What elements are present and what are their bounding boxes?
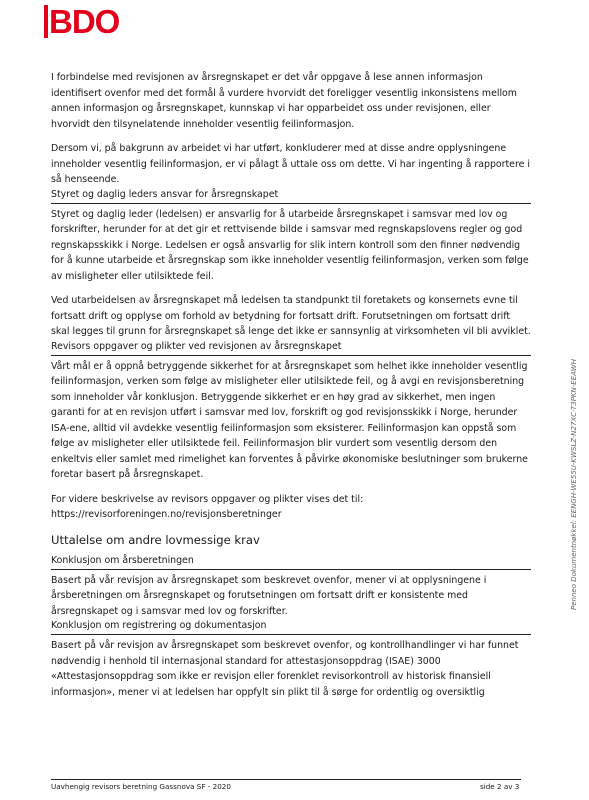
paragraph: Styret og daglig leder (ledelsen) er ansvarlig for å utarbeide årsregnskapet i samsvar med lov og forskrifter, herunder for at det gir et rettvisende bilde i samsvar med regnskapslovens regler og god regnskapsskikk i Norge. Ledelsen er også ansvarlig for slik intern kontroll som den finner nødvendig for å kunne utarbeide et årsregnskap som ikke inneholder vesentlig feilinformasjon, verken som følge av misligheter eller utilsiktede feil. xyxy=(51,208,529,282)
paragraph: Dersom vi, på bakgrunn av arbeidet vi har utført, konkluderer med at disse andre opplysningene inneholder vesentlig feilinformasjon, er vi pålagt å uttale oss om dette. Vi har ingenting å rapportere i så henseende. xyxy=(51,143,530,185)
footer-divider xyxy=(51,779,521,780)
logo-bar xyxy=(44,5,48,38)
section-heading: Konklusjon om årsberetningen xyxy=(51,554,531,570)
penneo-document-key: Penneo Dokumentnøkkel: EENGH-WE55U-KWSLZ-N27XC-T3PKN-EEAWH xyxy=(570,359,578,610)
paragraph: Basert på vår revisjon av årsregnskapet som beskrevet ovenfor, og kontrollhandlinger vi har funnet nødvendig i henhold til internasjonal standard for attestasjonsoppdrag (ISAE) 3000 «Attestasjonsoppdrag som ikke er revisjon eller forenklet revisorkontroll av historisk finansiell informasjon», mener vi at ledelsen har oppfylt sin plikt til å sørge for ordentlig og oversiktlig xyxy=(51,640,519,698)
logo-text: BDO xyxy=(49,3,120,40)
section-heading: Konklusjon om registrering og dokumentasjon xyxy=(51,619,531,635)
bdo-logo xyxy=(44,5,119,38)
paragraph: For videre beskrivelse av revisors oppgaver og plikter vises det til: https://revisorforeningen.no/revisjonsberetninger xyxy=(51,493,364,520)
paragraph: Basert på vår revisjon av årsregnskapet som beskrevet ovenfor, mener vi at opplysningene i årsberetningen om årsregnskapet og forutsetningen om fortsatt drift er konsistente med årsregnskapet og i samsvar med lov og forskrifter. xyxy=(51,574,487,617)
paragraph: Ved utarbeidelsen av årsregnskapet må ledelsen ta standpunkt til foretakets og konsernets evne til fortsatt drift og opplyse om forhold av betydning for fortsatt drift. Forutsetningen om fortsatt drift skal legges til grunn for årsregnskapet så lenge det ikke er sannsynlig at virksomheten vil bli avviklet. xyxy=(51,295,531,337)
footer-title: Uavhengig revisors beretning Gassnova SF - 2020 xyxy=(51,782,231,791)
document-body xyxy=(51,70,531,700)
page-number: side 2 av 3 xyxy=(480,782,520,791)
main-heading: Uttalelse om andre lovmessige krav xyxy=(51,532,260,547)
section-heading: Styret og daglig leders ansvar for årsregnskapet xyxy=(51,188,531,204)
paragraph: I forbindelse med revisjonen av årsregnskapet er det vår oppgave å lese annen informasjon identifisert ovenfor med det formål å vurdere hvorvidt det foreligger vesentlig inkonsistens mellom annen informasjon og årsregnskapet, kunnskap vi har opparbeidet oss under revisjonen, eller hvorvidt den tilsynelatende inneholder vesentlig feilinformasjon. xyxy=(51,72,517,130)
paragraph: Vårt mål er å oppnå betryggende sikkerhet for at årsregnskapet som helhet ikke inneholder vesentlig feilinformasjon, verken som følge av misligheter eller utilsiktede feil, og å avgi en revisjonsberetning som inneholder vår konklusjon. Betryggende sikkerhet er en høy grad av sikkerhet, men ingen garanti for at en revisjon utført i samsvar med lov, forskrift og god revisjonsskikk i Norge, herunder ISA-ene, alltid vil avdekke vesentlig feilinformasjon som eksisterer. Feilinformasjon kan oppstå som følge av misligheter eller utilsiktede feil. Feilinformasjon blir vurdert som vesentlig dersom den enkeltvis eller samlet med rimelighet kan forventes å påvirke økonomiske beslutninger som brukerne foretar basert på årsregnskapet. xyxy=(51,360,528,480)
section-heading: Revisors oppgaver og plikter ved revisjonen av årsregnskapet xyxy=(51,340,531,356)
